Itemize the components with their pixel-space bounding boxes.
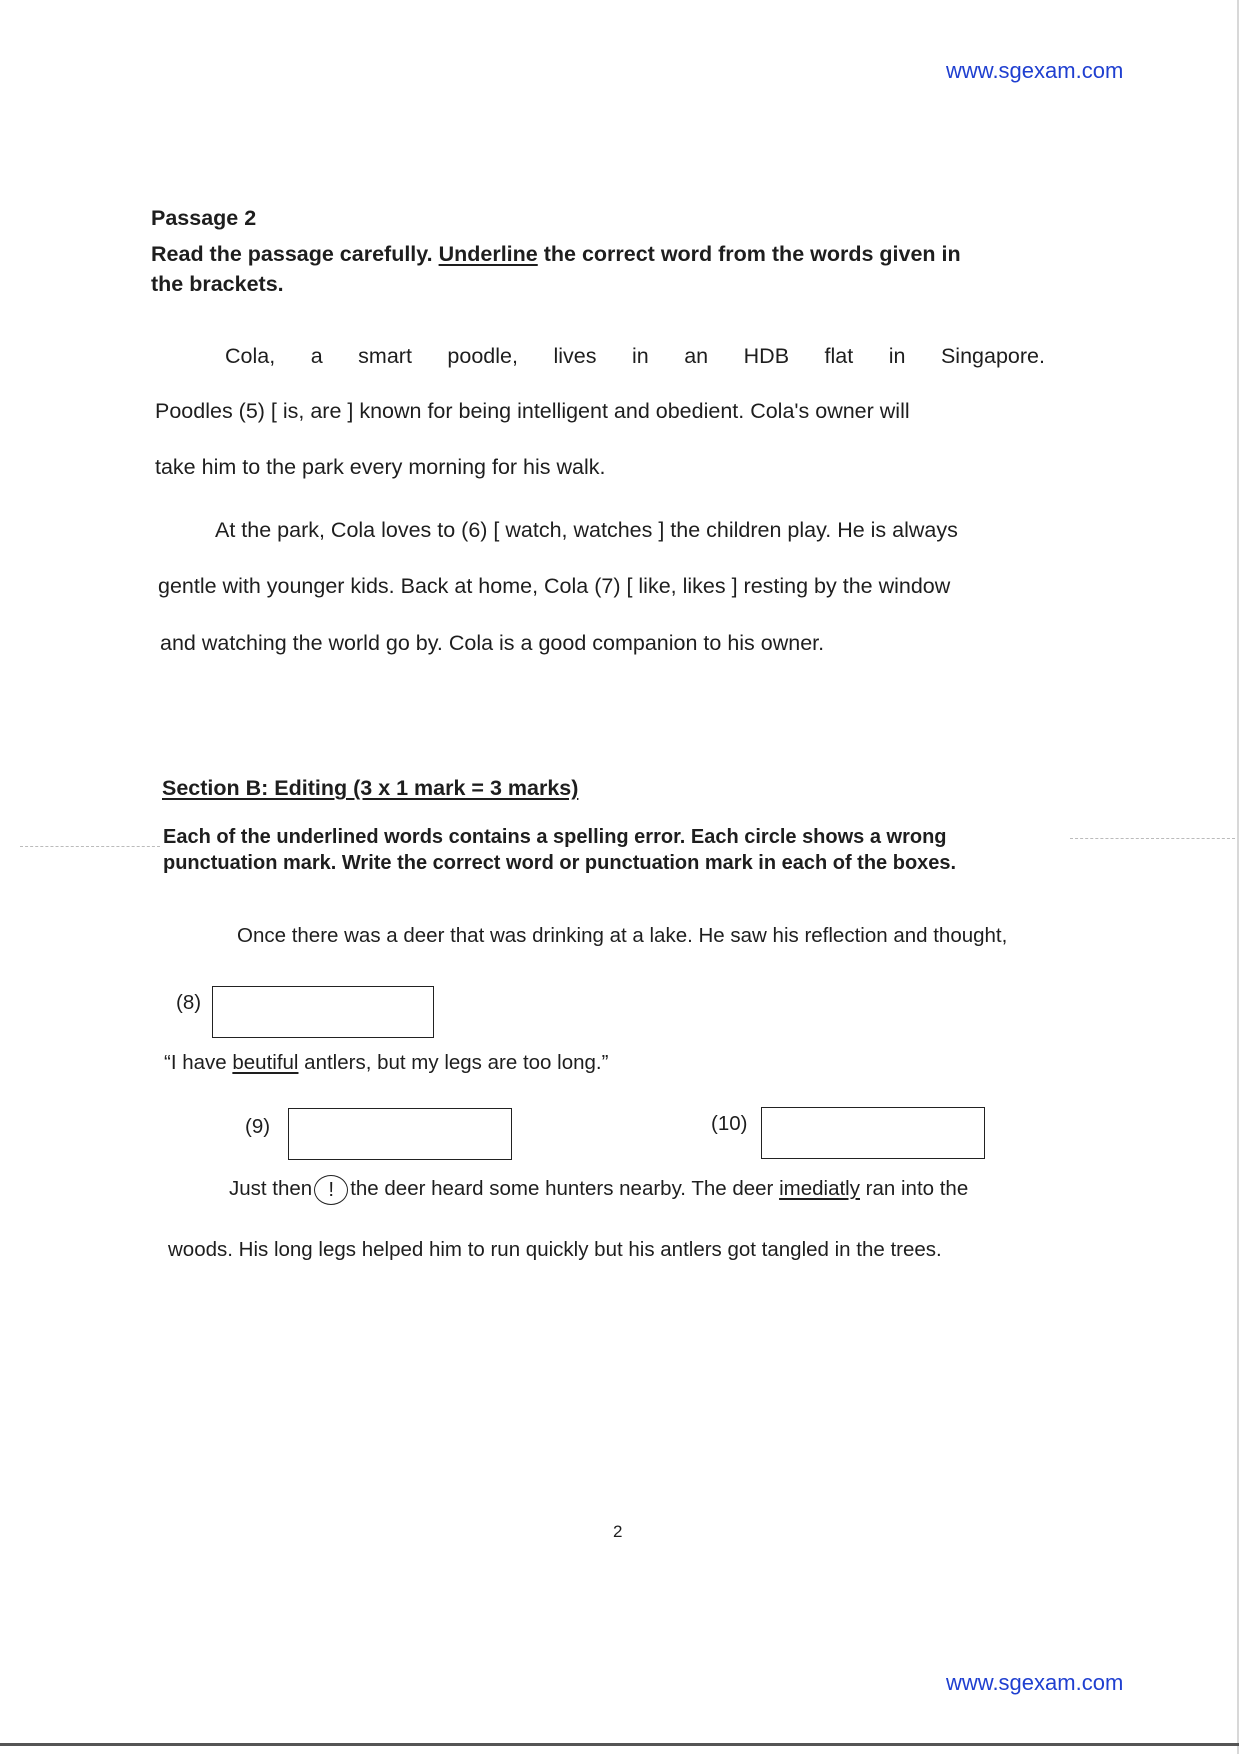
story-line-4: woods. His long legs helped him to run quickly but his antlers got tangled in the trees. bbox=[168, 1238, 942, 1261]
word: smart bbox=[358, 344, 412, 368]
passage-line-1 bbox=[225, 346, 1045, 368]
line3-mid: the deer heard some hunters nearby. The deer bbox=[350, 1177, 780, 1200]
q9-answer-box[interactable] bbox=[288, 1108, 512, 1160]
quote-post: antlers, but my legs are too long.” bbox=[298, 1051, 609, 1074]
header-url: www.sgexam.com bbox=[946, 58, 1124, 83]
story-line-1: Once there was a deer that was drinking at a lake. He saw his reflection and thought, bbox=[237, 924, 1008, 947]
q8-answer-box[interactable] bbox=[212, 986, 434, 1038]
page-number: 2 bbox=[613, 1522, 623, 1541]
line3-post: ran into the bbox=[859, 1177, 969, 1200]
word: flat bbox=[824, 344, 854, 368]
word: an bbox=[684, 344, 709, 368]
word: lives bbox=[553, 344, 597, 368]
line3-pre: Just then bbox=[229, 1177, 313, 1200]
passage-line-2: Poodles (5) [ is, are ] known for being intelligent and obedient. Cola's owner will bbox=[155, 399, 910, 423]
story-line-3 bbox=[229, 1174, 968, 1205]
scan-line-right bbox=[1070, 838, 1235, 839]
scan-line-left bbox=[20, 846, 160, 847]
word: in bbox=[631, 344, 649, 368]
q9-label: (9) bbox=[245, 1115, 271, 1138]
word: HDB bbox=[743, 344, 790, 368]
passage-instruction-line1 bbox=[151, 242, 961, 267]
misspelled-word-beutiful: beutiful bbox=[232, 1051, 299, 1074]
passage-instruction-line2: the brackets. bbox=[151, 272, 284, 296]
section-b-title: Section B: Editing (3 x 1 mark = 3 marks) bbox=[162, 776, 579, 800]
word: in bbox=[888, 344, 906, 368]
passage-line-3: take him to the park every morning for his walk. bbox=[155, 455, 606, 479]
word: Cola, bbox=[225, 344, 276, 368]
circled-punctuation-mark: ! bbox=[314, 1175, 348, 1205]
quote-pre: “I have bbox=[164, 1051, 233, 1074]
section-b-instruction-line2: punctuation mark. Write the correct word or punctuation mark in each of the boxes. bbox=[163, 852, 957, 874]
q10-answer-box[interactable] bbox=[761, 1107, 985, 1159]
instruction-pre: Read the passage carefully. bbox=[151, 242, 439, 266]
instruction-post: the correct word from the words given in bbox=[537, 242, 961, 266]
passage-line-4: At the park, Cola loves to (6) [ watch, watches ] the children play. He is always bbox=[215, 518, 958, 542]
page-bottom-edge bbox=[0, 1743, 1239, 1746]
passage-line-5: gentle with younger kids. Back at home, Cola (7) [ like, likes ] resting by the window bbox=[158, 574, 951, 598]
q10-label: (10) bbox=[711, 1112, 748, 1135]
section-b-instruction-line1: Each of the underlined words contains a spelling error. Each circle shows a wrong bbox=[163, 826, 947, 848]
story-quote-line bbox=[164, 1053, 608, 1074]
q8-label: (8) bbox=[176, 991, 202, 1014]
passage-title: Passage 2 bbox=[151, 206, 257, 230]
passage-line-6: and watching the world go by. Cola is a good companion to his owner. bbox=[160, 631, 825, 655]
footer-url: www.sgexam.com bbox=[946, 1670, 1124, 1695]
word: a bbox=[310, 344, 323, 368]
instruction-underline-word: Underline bbox=[438, 242, 538, 266]
word: poodle, bbox=[447, 344, 518, 368]
word: Singapore. bbox=[940, 344, 1045, 368]
misspelled-word-imediatly: imediatly bbox=[779, 1177, 860, 1200]
